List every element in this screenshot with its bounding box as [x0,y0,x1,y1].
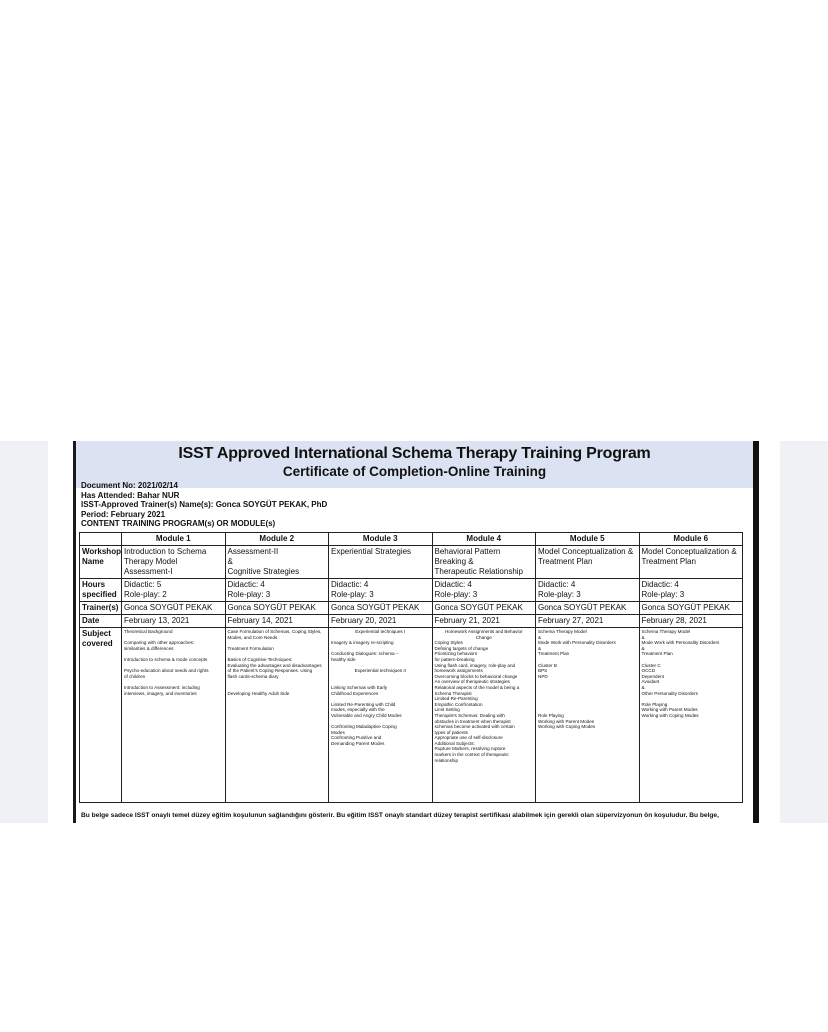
workshop-name-cell [536,546,640,579]
workshop-name-line: Behavioral Pattern Breaking & [434,547,501,566]
subject-line: Theoretical Background [124,629,173,634]
trainer-cell: Gonca SOYGÜT PEKAK [122,602,226,615]
subject-line: Case Formulation of Schemas, Coping Styles, [227,629,322,634]
roleplay-hours: Role-play: 2 [124,590,167,599]
subject-line: Treatment Plan [641,651,673,657]
subject-line: markers in the context of therapeutic [434,752,509,758]
subject-line: & [641,684,645,690]
trainer-names: ISST-Approved Trainer(s) Name(s): Gonca SOYGÜT PEKAK, PhD [81,500,328,510]
trainer-cell: Gonca SOYGÜT PEKAK [432,602,536,615]
header-corner [80,533,122,546]
subject-line: Treatment Plan [538,651,570,657]
table-row [80,628,743,803]
subject-cell [639,628,743,803]
subject-line: Conducting Dialogues: schema – [331,651,399,657]
trainer-cell: Gonca SOYGÜT PEKAK [639,602,743,615]
module-header: Module 4 [432,533,536,546]
document-number: Document No: 2021/02/14 [81,481,178,490]
subject-line: Working with Coping Modes [538,724,596,730]
table-row [80,546,743,579]
subject-line: Mode Work with Personality Disorders [538,640,616,646]
attendee: Has Attended: Bahar NUR [81,490,180,500]
subject-line: Basics of Cognitive Techniques: [227,656,293,662]
subject-line: Prioritizing behaviors [434,651,478,657]
subject-line: for pattern-breaking [434,656,475,662]
subject-line: Using flash card, imagery, role-play and [434,662,516,668]
subject-line: interviews, imagery, and inventories [124,690,197,696]
content-heading: CONTENT TRAINING PROGRAM(s) OR MODULE(s) [81,519,276,529]
module-header: Module 5 [536,533,640,546]
subject-line: Avoidant [641,679,660,685]
subject-line: schemas become activated with certain [434,724,515,730]
subject-line: Experiential techniques II [354,668,406,674]
footer-note: Bu belge sadece ISST onaylı temel düzey eğitim koşulunun sağlandığını gösterir. Bu eğitim ISST onaylı standart düzey terapist sertifikası alabilmek için gerekli olan süpervizyonun ön koşuludur. Bu belge, [81,812,719,819]
workshop-name-cell [432,546,536,579]
subject-line: Vulnerable and Angry Child Modes [331,712,402,718]
module-table [79,532,743,803]
left-border [73,441,76,823]
subject-line: homework assignments [434,668,483,674]
subject-line: Empathic Confrontation [434,701,483,707]
subject-line: Demanding Parent Modes [331,740,385,746]
document-meta [81,481,327,529]
subject-line: Overcoming blocks to behavioral change [434,673,518,679]
document-subtitle: Certificate of Completion-Online Training [282,464,547,479]
table-header-row [80,533,743,546]
subject-line: Working with Parent Modes [538,718,595,724]
table-row [80,615,743,628]
subject-line: Limit Setting [434,707,460,713]
subject-cell [122,628,226,803]
period: Period: February 2021 [81,509,166,519]
subject-line: & [641,645,645,651]
subject-line: Treatment Formulation [227,645,274,651]
subject-line: of the Patient's Coping Responses. Using [227,668,313,674]
subject-line: & [641,634,645,640]
subject-line: OCCD [641,668,656,674]
subject-line: Working with Coping Modes [641,712,699,718]
workshop-name-line: & [227,557,233,566]
row-label-date: Date [80,615,122,628]
left-viewer-margin [0,441,48,823]
subject-line: Appropriate use of self-disclosure [434,735,503,741]
subject-line: & [538,634,542,640]
subject-line: Coping Styles [434,640,463,646]
workshop-name-cell [122,546,226,579]
module-header: Module 1 [122,533,226,546]
module-header: Module 2 [225,533,329,546]
didactic-hours: Didactic: 4 [434,580,472,589]
didactic-hours: Didactic: 4 [331,580,369,589]
module-header: Module 6 [639,533,743,546]
trainer-cell: Gonca SOYGÜT PEKAK [536,602,640,615]
row-label-workshop: Workshop Name [80,546,122,579]
subject-line: Therapist's Schemas: Dealing with [434,712,505,718]
subject-line: Introduction to Assessment: including [124,684,200,690]
roleplay-hours: Role-play: 3 [227,590,271,599]
workshop-name-line: Model Conceptualization & [641,547,737,556]
table-row [80,579,743,602]
document-title: ISST Approved International Schema Therapy Training Program [178,445,651,462]
subject-line: modes, especially with the [331,707,385,713]
subject-line: Rupture Markers, resolving rupture [434,746,506,752]
subject-line: Schema Therapy Model [641,629,691,634]
subject-line: Childhood Experiences [331,690,379,696]
subject-line: types of patients [434,729,468,735]
subject-line: NPD [538,673,548,679]
subject-line: Defining targets of change [434,645,489,651]
subject-line: Evaluating the advantages and disadvantages [227,662,322,668]
module-header: Module 3 [329,533,433,546]
row-label-subject: Subject covered [80,628,122,803]
subject-line: An overview of therapeutic strategies [434,679,510,685]
date-cell: February 28, 2021 [639,615,743,628]
date-cell: February 20, 2021 [329,615,433,628]
date-cell: February 14, 2021 [225,615,329,628]
right-viewer-margin [780,441,828,823]
date-cell: February 13, 2021 [122,615,226,628]
subject-line: Dependent [641,673,664,679]
subject-line: Additional Subjects: [434,740,475,746]
hours-cell [639,579,743,602]
subject-line: healthy side [331,656,356,662]
hours-cell [536,579,640,602]
workshop-name-cell [225,546,329,579]
subject-line: Introduction to schema & mode concepts [124,656,208,662]
row-label-hours: Hours specified [80,579,122,602]
date-cell: February 21, 2021 [432,615,536,628]
workshop-name-line: Therapeutic Relationship [434,567,523,576]
hours-cell [329,579,433,602]
subject-line: Other Personality Disorders [641,690,698,696]
subject-cell [329,628,433,803]
hours-cell [122,579,226,602]
workshop-name-line: Experiential Strategies [331,547,412,556]
didactic-hours: Didactic: 4 [641,580,679,589]
workshop-name-line: Introduction to Schema [124,547,207,556]
subject-line: Experiential techniques I [355,629,406,634]
subject-line: Confronting Maladaptive Coping [331,724,397,730]
subject-line: similarities & differences [124,645,174,651]
certificate-document [73,441,759,823]
subject-line: Modes [331,729,345,735]
subject-line: Imagery & imagery re-scripting [331,640,394,646]
trainer-cell: Gonca SOYGÜT PEKAK [329,602,433,615]
row-label-trainer: Trainer(s) [80,602,122,615]
subject-line: Developing Healthy Adult Side [227,690,290,696]
subject-line: Cluster B [538,662,557,668]
subject-line: Cluster C [641,662,661,668]
workshop-name-line: Assessment-I [124,567,173,576]
workshop-name-cell [639,546,743,579]
subject-line: Role Playing [538,712,564,718]
roleplay-hours: Role-play: 3 [538,590,581,599]
subject-line: Psycho-education about needs and rights [124,668,209,674]
subject-cell [536,628,640,803]
trainer-cell: Gonca SOYGÜT PEKAK [225,602,329,615]
subject-line: obstacles in treatment when therapist [434,718,511,724]
date-cell: February 27, 2021 [536,615,640,628]
subject-line: Linking Schemas with Early [331,684,388,690]
didactic-hours: Didactic: 4 [227,580,265,589]
subject-line: Role Playing [641,701,668,707]
hours-cell [225,579,329,602]
subject-line: Mode Work with Personality Disorders [641,640,720,646]
hours-cell [432,579,536,602]
didactic-hours: Didactic: 4 [538,580,576,589]
subject-line: Homework Assignments and Behavior [444,629,523,634]
roleplay-hours: Role-play: 3 [331,590,374,599]
roleplay-hours: Role-play: 3 [434,590,478,599]
subject-line: & [538,645,542,651]
subject-line: Schema Therapy Model [538,629,587,634]
workshop-name-cell [329,546,433,579]
subject-cell [225,628,329,803]
workshop-name-line: Treatment Plan [641,557,696,566]
subject-line: Limited Re-Parenting [434,696,478,702]
subject-line: Comparing with other approaches: [124,640,195,646]
subject-line: Confronting Punitive and [331,735,382,741]
workshop-name-line: Therapy Model [124,557,178,566]
didactic-hours: Didactic: 5 [124,580,162,589]
right-border [753,441,759,823]
workshop-name-line: Assessment-II [227,547,279,556]
subject-line: flash cards-schema diary [227,673,279,679]
subject-line: Modes, and Core Needs [227,634,278,640]
table-row [80,602,743,615]
subject-line: Schema Therapist [434,690,472,696]
workshop-name-line: Cognitive Strategies [227,567,300,576]
subject-line: Limited Re-Parenting with Child [331,701,396,707]
subject-line: Change [475,634,492,640]
subject-line: Relational aspects of the model & being a [434,684,520,690]
workshop-name-line: Model Conceptualization & [538,547,634,556]
workshop-name-line: Treatment Plan [538,557,593,566]
subject-cell [432,628,536,803]
roleplay-hours: Role-play: 3 [641,590,685,599]
subject-line: Working with Parent Modes [641,707,698,713]
subject-line: BPS [538,668,548,674]
subject-line: relationship [434,757,458,763]
subject-line: of children [124,673,146,679]
